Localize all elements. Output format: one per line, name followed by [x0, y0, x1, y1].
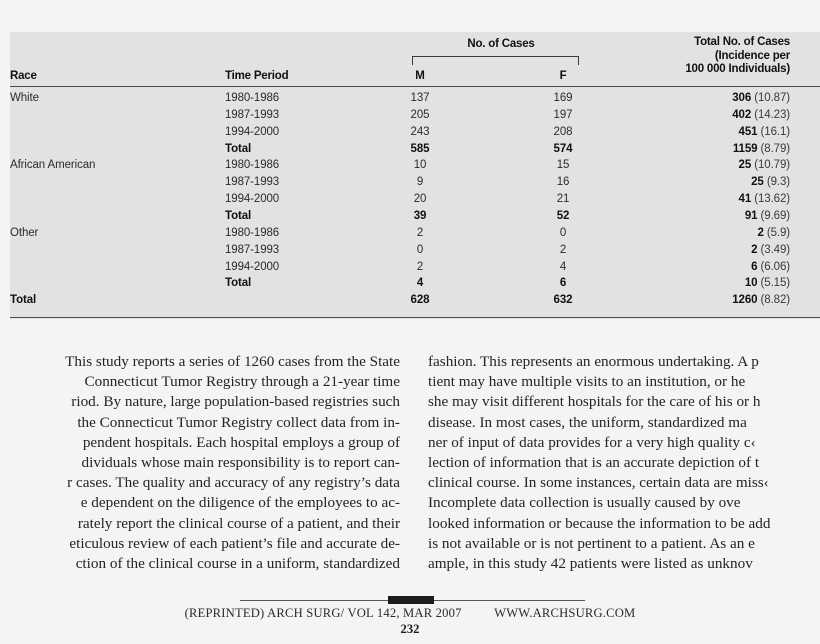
cell-male-count: 2: [416, 260, 424, 273]
cell-female-count: 2: [559, 243, 567, 256]
cell-race: African American: [10, 159, 96, 172]
cell-male-count: 0: [416, 243, 424, 256]
cell-time-period: Total: [225, 142, 252, 155]
cell-female-count: 632: [553, 294, 573, 307]
table-row: [10, 126, 820, 143]
cell-male-count: 10: [413, 159, 427, 172]
cell-female-count: 574: [553, 142, 573, 155]
body-text-line: r cases. The quality and accuracy of any registry’s data: [67, 474, 400, 492]
cell-total-cases: [510, 159, 790, 171]
cell-total-number: 41: [738, 193, 752, 206]
page-footer: [0, 596, 820, 644]
cell-total-incidence: (16.1): [760, 125, 790, 138]
cell-total-number: 1159: [732, 142, 758, 155]
cell-total-incidence: (8.79): [760, 142, 790, 155]
body-text-line: looked information or because the information to be add: [428, 514, 771, 532]
cell-total-number: 6: [751, 260, 758, 273]
cell-total-number: 91: [744, 209, 758, 222]
cell-total-incidence: (10.79): [754, 159, 790, 172]
table-row: [10, 176, 820, 193]
cell-total-number: 10: [744, 277, 758, 290]
cell-male-count: 243: [410, 125, 430, 138]
cell-female-count: 4: [559, 260, 567, 273]
cell-total-cases: [510, 143, 790, 155]
body-text-line: rately report the clinical course of a patient, and their: [77, 514, 400, 532]
cell-female-count: 6: [559, 277, 567, 290]
cell-total-incidence: (5.9): [766, 226, 790, 239]
cell-total-incidence: (9.69): [760, 209, 790, 222]
body-text-line: ample, in this study 42 patients were listed as unknov: [428, 555, 753, 573]
cell-time-period: 1980-1986: [225, 226, 280, 239]
cell-total-number: 25: [738, 159, 752, 172]
cell-race: White: [10, 92, 39, 104]
table-header-rule: [10, 86, 820, 87]
table-row: [10, 277, 820, 294]
cell-total-cases: [510, 261, 790, 273]
body-text-left-column: [0, 352, 400, 592]
body-text-line: is not available or is not pertinent to a patient. As an e: [428, 534, 755, 552]
table-inner: [10, 32, 820, 319]
body-text-line: eticulous review of each patient’s file and accurate de-: [69, 534, 400, 552]
cell-total-incidence: (6.06): [760, 260, 790, 273]
body-text-line: lection of information that is an accurate depiction of t: [428, 454, 760, 472]
cell-total-number: 25: [751, 176, 764, 189]
cell-female-count: 208: [553, 125, 573, 138]
table-row: [10, 210, 820, 227]
cell-total-incidence: (10.87): [754, 92, 790, 104]
cell-time-period: Total: [225, 277, 252, 290]
column-header-female: F: [559, 70, 567, 82]
table-row: [10, 261, 820, 278]
footer-marker: [388, 596, 434, 604]
cell-male-count: 20: [413, 193, 427, 206]
body-text-line: dividuals whose main responsibility is to report can-: [81, 454, 400, 472]
cell-female-count: 21: [556, 193, 570, 206]
column-header-male: M: [415, 70, 425, 82]
body-text-line: Connecticut Tumor Registry through a 21-year time: [84, 373, 400, 391]
cell-female-count: 169: [553, 92, 573, 104]
cell-time-period: Total: [225, 209, 252, 222]
table-row: [10, 244, 820, 261]
column-header-race: Race: [10, 70, 37, 82]
column-group-header-no-of-cases: No. of Cases: [467, 38, 535, 50]
cell-male-count: 4: [416, 277, 424, 290]
table-footer-rule: [10, 317, 820, 318]
body-text-line: fashion. This represents an enormous undertaking. A p: [428, 353, 759, 370]
column-group-bracket: [412, 56, 579, 65]
cell-total-number: 402: [732, 108, 752, 121]
body-text-line: ction of the clinical course in a uniform, standardized: [75, 555, 400, 573]
column-group-header-total-cases: [610, 36, 790, 77]
body-text-line: tient may have multiple visits to an institution, or he: [428, 373, 746, 391]
cell-total-cases: [510, 193, 790, 205]
cell-female-count: 52: [556, 209, 570, 222]
cell-total-incidence: (13.62): [754, 193, 790, 206]
footer-page-number: 232: [400, 622, 420, 636]
cell-race: Other: [10, 226, 39, 239]
body-text-line: e dependent on the diligence of the employees to ac-: [80, 494, 400, 512]
cell-total-number: 1260: [732, 294, 758, 307]
body-text-line: This study reports a series of 1260 cases from the State: [65, 353, 400, 370]
cell-female-count: 16: [556, 176, 570, 189]
cell-total-incidence: (5.15): [760, 277, 790, 290]
cell-total-number: 2: [751, 243, 758, 256]
table-row: [10, 227, 820, 244]
cell-female-count: 197: [553, 108, 573, 121]
footer-journal: ARCH SURG/ VOL 142, MAR 2007: [267, 606, 462, 620]
cell-male-count: 585: [410, 142, 430, 155]
total-header-line-1: Total No. of Cases: [694, 36, 790, 48]
body-text-right-column: [428, 352, 820, 592]
cell-male-count: 2: [416, 226, 424, 239]
body-text-line: she may visit different hospitals for the care of his or h: [428, 393, 761, 411]
table-row: [10, 193, 820, 210]
table-row: [10, 109, 820, 126]
cell-male-count: 39: [413, 209, 427, 222]
cell-time-period: 1987-1993: [225, 108, 280, 121]
cell-male-count: 9: [416, 176, 424, 189]
cell-female-count: 15: [556, 159, 570, 172]
body-text-line: pendent hospitals. Each hospital employs a group of: [82, 433, 400, 451]
cell-time-period: 1987-1993: [225, 243, 280, 256]
body-text-line: the Connecticut Tumor Registry collect data from in-: [77, 413, 400, 431]
table-row: [10, 159, 820, 176]
cell-time-period: 1994-2000: [225, 125, 280, 138]
cell-time-period: 1980-1986: [225, 92, 280, 104]
footer-citation: [0, 606, 820, 621]
body-text-line: Incomplete data collection is usually caused by ove: [428, 494, 741, 512]
table-row: [10, 92, 820, 109]
body-text-line: clinical course. In some instances, certain data are miss‹: [428, 474, 769, 492]
cell-total-number: 306: [732, 92, 752, 104]
cell-total-incidence: (8.82): [760, 294, 790, 307]
body-text-line: ner of input of data provides for a very high quality c‹: [428, 433, 756, 451]
cell-total-cases: [510, 227, 790, 239]
cell-male-count: 205: [410, 108, 430, 121]
cell-time-period: 1987-1993: [225, 176, 280, 189]
cell-time-period: 1994-2000: [225, 193, 280, 206]
cell-total-cases: [510, 277, 790, 289]
cell-total-incidence: (14.23): [754, 108, 790, 121]
body-text-line: riod. By nature, large population-based registries such: [71, 393, 400, 411]
cell-total-cases: [510, 244, 790, 256]
cell-total-cases: [510, 176, 790, 188]
cell-total-cases: [510, 294, 790, 306]
total-header-line-3: 100 000 Individuals): [685, 63, 790, 75]
column-header-time-period: Time Period: [225, 70, 289, 82]
cell-total-incidence: (3.49): [760, 243, 790, 256]
data-table: [10, 32, 820, 319]
cell-total-cases: [510, 92, 790, 104]
cell-time-period: 1980-1986: [225, 159, 280, 172]
cell-total-cases: [510, 210, 790, 222]
footer-reprinted: (REPRINTED): [184, 606, 265, 620]
table-row: [10, 143, 820, 160]
cell-total-cases: [510, 126, 790, 138]
body-text-line: disease. In most cases, the uniform, standardized ma: [428, 413, 747, 431]
cell-time-period: 1994-2000: [225, 260, 280, 273]
cell-female-count: 0: [559, 226, 567, 239]
cell-total-incidence: (9.3): [766, 176, 790, 189]
total-header-line-2: (Incidence per: [714, 49, 790, 62]
cell-race: Total: [10, 294, 37, 307]
cell-total-number: 451: [738, 125, 758, 138]
footer-website: WWW.ARCHSURG.COM: [494, 606, 636, 620]
cell-total-cases: [510, 109, 790, 121]
cell-male-count: 137: [410, 92, 430, 104]
table-row: [10, 294, 820, 311]
cell-total-number: 2: [757, 226, 764, 239]
cell-male-count: 628: [410, 294, 430, 307]
